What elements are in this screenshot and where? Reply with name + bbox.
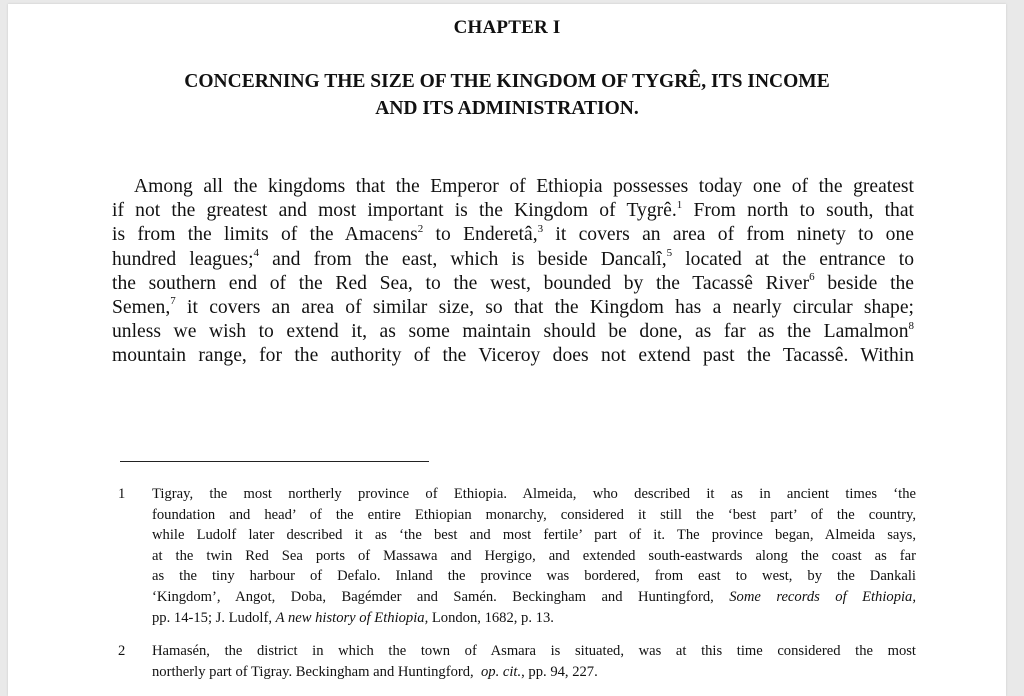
book-title: Some records of Ethiopia, [729,588,916,605]
chapter-title [8,68,1006,122]
footnote-divider [120,461,429,462]
body-line-4: hundred leagues;$^4$ and from the east, which is beside Dancalî,$^5$ located at the entrance to [112,247,915,270]
footnote-line: foundation and head’ of the entire Ethiopian monarchy, considered it still the ‘best part’ of the country, [152,506,916,523]
footnote-line: pp. 14-15; J. Ludolf, A new history of Ethiopia, London, 1682, p. 13. [152,609,554,626]
body-line-7: unless we wish to extend it, as some maintain should be done, as far as the Lamalmon$^8$ [112,319,914,343]
footnotes [112,484,916,695]
footnote-ref-4[interactable]: 4 [253,247,260,260]
footnote-ref-1[interactable]: 1 [676,198,683,211]
footnote-ref-7[interactable]: 7 [170,295,176,308]
body-line-2: if not the greatest and most important is the Kingdom of Tygrê.$^1$ From north to south, that [112,198,914,222]
document-page [8,4,1006,696]
footnote-2 [112,641,916,682]
chapter-heading: CHAPTER I [453,17,561,38]
footnote-ref-2[interactable]: 2 [417,222,424,235]
footnote-ref-3[interactable]: 3 [537,222,544,235]
body-line-5: the southern end of the Red Sea, to the west, bounded by the Tacassê River$^6$ beside the [112,271,915,294]
body-line-6: Semen,$^7$ it covers an area of similar size, so that the Kingdom has a nearly circular shape; [112,295,914,319]
footnote-line: at the twin Red Sea ports of Massawa and Hergigo, and extended south-eastwards along the coast as far [152,547,916,564]
footnote-line: as the tiny harbour of Defalo. Inland the province was bordered, from east to west, by the Dankali [152,568,916,585]
body-line-8: mountain range, for the authority of the Viceroy does not extend past the Tacassê. Within [112,345,914,367]
body-line-3: is from the limits of the Amacens$^2$ to Enderetâ,$^3$ it covers an area of from ninety to one [112,222,914,246]
footnote-number: 2 [118,643,126,660]
footnote-ref-5[interactable]: 5 [666,247,673,260]
footnote-line: Hamasén, the district in which the town of Asmara is situated, was at this time considered the most [152,643,916,660]
footnote-line: Tigray, the most northerly province of Ethiopia. Almeida, who described it as in ancient times ‘the [152,486,916,502]
book-title: A new history of Ethiopia, [275,609,429,626]
footnote-line: northerly part of Tigray. Beckingham and Huntingford, op. cit., pp. 94, 227. [152,663,598,680]
footnote-line: ‘Kingdom’, Angot, Doba, Bagémder and Samén. Beckingham and Huntingford, Some records of Ethiopia, [152,588,916,605]
chapter-title-line-1: CONCERNING THE SIZE OF THE KINGDOM OF TYGRÊ, ITS INCOME [184,71,830,92]
footnote-number: 1 [118,486,126,502]
footnote-ref-8[interactable]: 8 [908,319,914,332]
footnote-ref-6[interactable]: 6 [809,271,815,284]
citation-abbrev: op. cit. [480,663,522,680]
footnote-line: while Ludolf later described it as ‘the best and most fertile’ part of it. The province began, Almeida says, [152,527,916,544]
chapter-title-line-2: AND ITS ADMINISTRATION. [375,98,639,119]
footnote-1 [112,484,916,628]
body-line-1: Among all the kingdoms that the Emperor of Ethiopia possesses today one of the greatest [134,176,914,197]
body-paragraph [112,175,914,369]
